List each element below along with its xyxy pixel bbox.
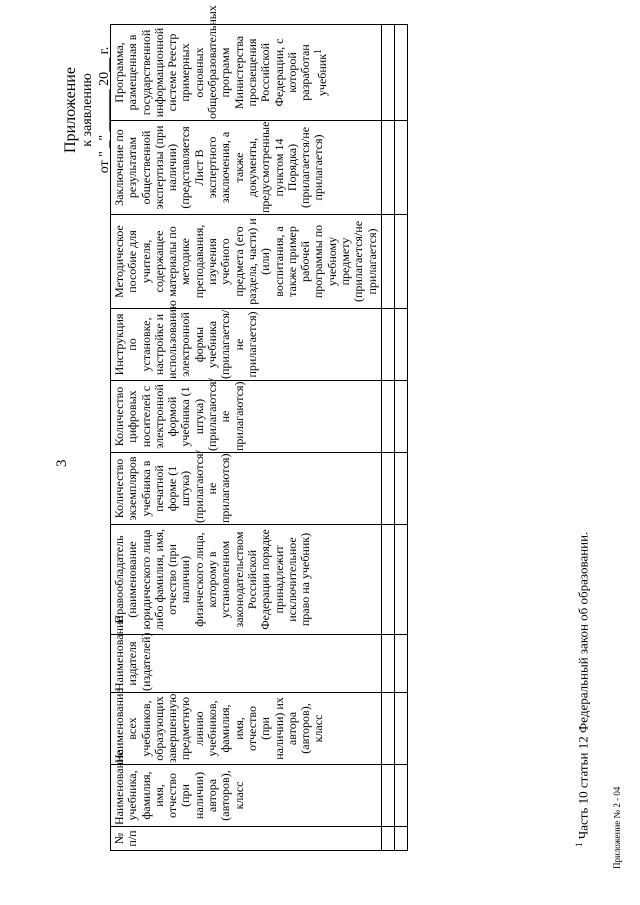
table-cell[interactable]	[394, 25, 407, 121]
table-cell[interactable]	[394, 525, 407, 635]
table-cell[interactable]	[381, 693, 394, 765]
footnote	[574, 532, 591, 847]
header-cell: Заключение по результатам общественной экспертизы (при наличии) (представляется Лист В экспертного заключения, а также документы, предусмотренные пунктом 14 Порядка) (прилагается/не прилагается)	[111, 121, 382, 215]
header-cell: Количество экземпляров учебника в печатной форме (1 штука) (прилагаются/не прилагаются)	[111, 453, 382, 525]
table-header-row	[111, 25, 382, 851]
header-cell: Программа, размещенная в государственной информационной системе Реестр примерных основных общеобразовательных программ Министерства просвещения Российской Федерации, с которой разработан учебник$^1$	[111, 25, 382, 121]
appendix-header	[62, 45, 113, 175]
table-row	[394, 25, 407, 851]
table-cell[interactable]	[381, 827, 394, 851]
table-cell[interactable]	[394, 121, 407, 215]
table-cell[interactable]	[394, 765, 407, 827]
table-cell[interactable]	[394, 635, 407, 693]
header-cell: № п/п	[111, 827, 382, 851]
table-cell[interactable]	[381, 525, 394, 635]
header-cell: Наименование издателя (издателей)	[111, 635, 382, 693]
header-cell: Инструкция по установке, настройке и использованию электронной формы учебника (прилагается/не прилагается)	[111, 309, 382, 381]
table-cell[interactable]	[381, 215, 394, 309]
table-cell[interactable]	[394, 693, 407, 765]
appendix-label: Приложение	[62, 67, 79, 153]
textbook-table	[110, 5, 408, 851]
table-cell[interactable]	[381, 121, 394, 215]
table-cell[interactable]	[394, 827, 407, 851]
header-cell: Правообладатель (наименование юридического лица либо фамилия, имя, отчество (при наличии) физического лица, которому в установленном законодательством Российской Федерации порядке принадлежит исключительное право на учебник)	[111, 525, 382, 635]
table-cell[interactable]	[394, 381, 407, 453]
table-cell[interactable]	[381, 453, 394, 525]
form-code: Приложение № 2 - 04	[612, 786, 622, 869]
table-row	[381, 25, 394, 851]
footnote-marker: 1	[574, 842, 584, 847]
table-cell[interactable]	[381, 309, 394, 381]
footnote-ref: 1	[313, 48, 325, 54]
header-cell: Количество цифровых носителей с электронной формой учебника (1 штука) (прилагаются/не прилагаются)	[111, 381, 382, 453]
table-cell[interactable]	[394, 453, 407, 525]
table-cell[interactable]	[381, 25, 394, 121]
table-cell[interactable]	[381, 381, 394, 453]
table-cell[interactable]	[394, 309, 407, 381]
table-cell[interactable]	[381, 765, 394, 827]
header-cell: Наименование учебника, фамилия, имя, отчество (при наличии) автора (авторов), класс	[111, 765, 382, 827]
header-cell: Методическое пособие для учителя, содержащее материалы по методике преподавания, изучения учебного предмета (его раздела, части) и (или) воспитания, а также пример рабочей программы по учебному предмету (прилагается/не прилагается)	[111, 215, 382, 309]
table-cell[interactable]	[381, 635, 394, 693]
appendix-line1: к заявлению	[80, 73, 95, 147]
appendix-line2: от " _" ______ 20__ г.	[97, 46, 112, 174]
page-number: 3	[54, 459, 70, 467]
table-cell[interactable]	[394, 215, 407, 309]
footnote-text: Часть 10 статьи 12 Федеральный закон об образовании.	[575, 531, 591, 840]
header-cell: Наименование всех учебников, образующих завершенную предметную линию учебников, фамилия, имя, отчество (при наличии) их автора (авторов), класс	[111, 693, 382, 765]
